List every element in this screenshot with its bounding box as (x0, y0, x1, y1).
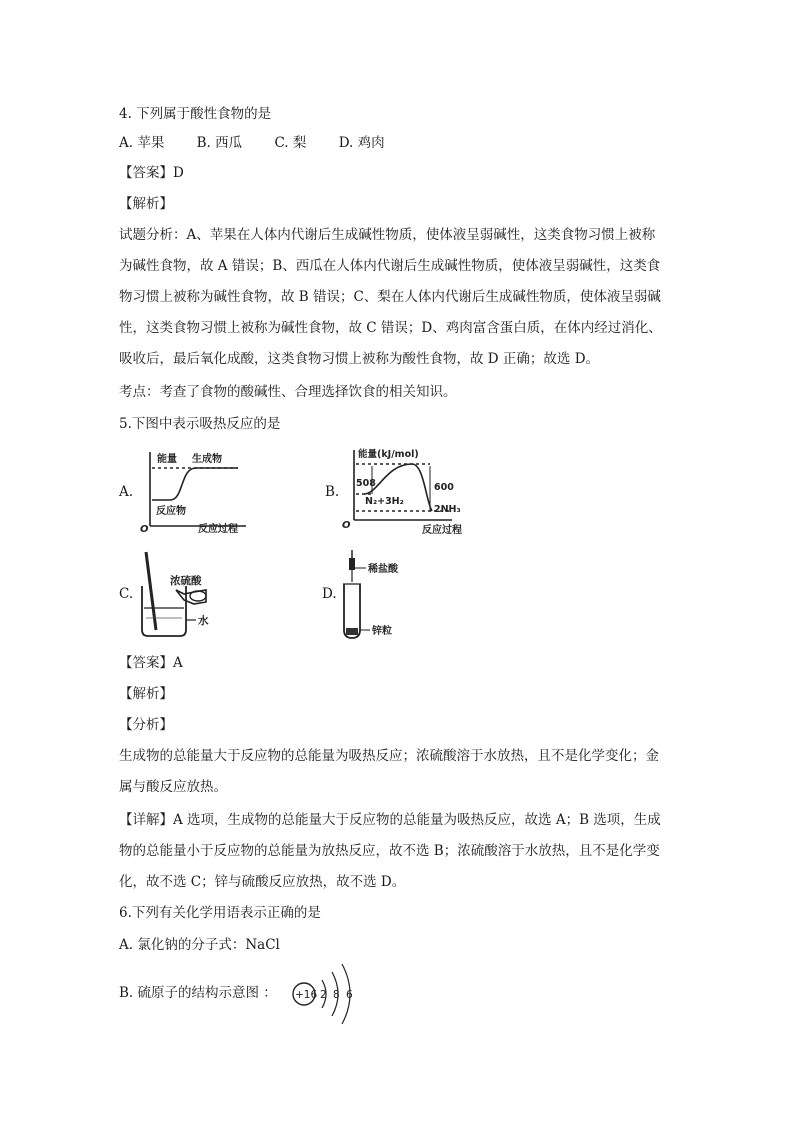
q4-option-a: A. 苹果 (119, 135, 165, 151)
q5-fenxi-line: 生成物的总能量大于反应物的总能量为吸热反应；浓硫酸溶于水放热，且不是化学变化；金 (119, 748, 659, 764)
q4-analysis-line: 试题分析：A、苹果在人体内代谢后生成碱性物质，使体液呈弱碱性，这类食物习惯上被称 (119, 227, 656, 243)
figc-water-label: 水 (198, 615, 209, 627)
q6-stem: 6.下列有关化学用语表示正确的是 (119, 905, 321, 921)
q5-detail-line: 化，故不选 C；锌与硫酸反应放热，故不选 D。 (119, 874, 406, 890)
figa-origin: O (140, 524, 149, 534)
atom-shell-3: 6 (346, 989, 353, 1001)
q5-detail-line: 【详解】A 选项，生成物的总能量大于反应物的总能量为吸热反应，故选 A；B 选项，生成 (119, 812, 661, 828)
figa-reactant-label: 反应物 (156, 506, 186, 517)
q5-detail-line: 物的总能量小于反应物的总能量为放热反应，故不选 B；浓硫酸溶于水放热，且不是化学变 (119, 843, 660, 859)
q5-label-c: C. (119, 586, 134, 602)
atom-nucleus: +16 (295, 989, 318, 1001)
q5-label-a: A. (119, 484, 134, 500)
q5-fenxi-head: 【分析】 (119, 717, 173, 733)
figa-product-label: 生成物 (192, 454, 222, 465)
sulfur-atom-diagram (288, 962, 368, 1026)
figb-reactant-label: N₂+3H₂ (365, 496, 404, 507)
q5-figure-b (340, 446, 480, 538)
figb-origin: O (342, 520, 351, 531)
q4-analysis-line: 物习惯上被称为碱性食物，故 B 错误；C、梨在人体内代谢后生成碱性物质，使体液呈弱碱 (119, 289, 661, 305)
figc-acid-label: 浓硫酸 (170, 575, 202, 587)
q4-option-c: C. 梨 (274, 135, 307, 151)
q5-label-d: D. (322, 586, 337, 602)
q5-answer: 【答案】A (119, 655, 183, 671)
atom-shell-2: 8 (333, 989, 340, 1001)
figb-ylabel: 能量(kJ/mol) (358, 449, 419, 460)
q5-figure-a (140, 448, 280, 534)
q4-option-d: D. 鸡肉 (338, 135, 385, 151)
figb-value-600: 600 (434, 482, 454, 493)
q4-answer: 【答案】D (119, 165, 184, 181)
q5-fenxi-line: 属与酸反应放热。 (119, 779, 227, 795)
atom-shell-1: 2 (320, 989, 327, 1001)
q5-figure-d (338, 548, 428, 644)
figb-value-508: 508 (356, 478, 376, 489)
q4-analysis-line: 性，这类食物习惯上被称为碱性食物，故 C 错误；D、鸡肉富含蛋白质，在体内经过消化、 (119, 320, 662, 336)
q4-kaodian: 考点：考查了食物的酸碱性、合理选择饮食的相关知识。 (119, 384, 457, 400)
figa-xlabel: 反应过程 (198, 524, 238, 534)
q4-stem: 4. 下列属于酸性食物的是 (119, 106, 272, 122)
q5-stem: 5.下图中表示吸热反应的是 (119, 416, 281, 432)
q5-label-b: B. (325, 484, 340, 500)
q5-analysis-head: 【解析】 (119, 686, 173, 702)
q4-option-b: B. 西瓜 (196, 135, 243, 151)
figa-ylabel: 能量 (157, 454, 177, 465)
q5-figure-c (136, 550, 246, 642)
figb-xlabel: 反应过程 (422, 525, 462, 536)
q4-analysis-line: 吸收后，最后氧化成酸，这类食物习惯上被称为酸性食物，故 D 正确；故选 D。 (119, 351, 600, 367)
figb-product-label: 2NH₃ (434, 504, 461, 515)
figd-zinc-label: 锌粒 (372, 626, 392, 637)
q6-option-b: B. 硫原子的结构示意图 ： (119, 985, 277, 1001)
q6-option-a: A. 氯化钠的分子式：NaCl (119, 937, 280, 953)
q4-analysis-line: 为碱性食物，故 A 错误；B、西瓜在人体内代谢后生成碱性物质，使体液呈弱碱性，这类食 (119, 258, 661, 274)
figd-acid-label: 稀盐酸 (368, 564, 398, 575)
q4-options (119, 133, 413, 153)
q4-analysis-head: 【解析】 (119, 196, 173, 212)
